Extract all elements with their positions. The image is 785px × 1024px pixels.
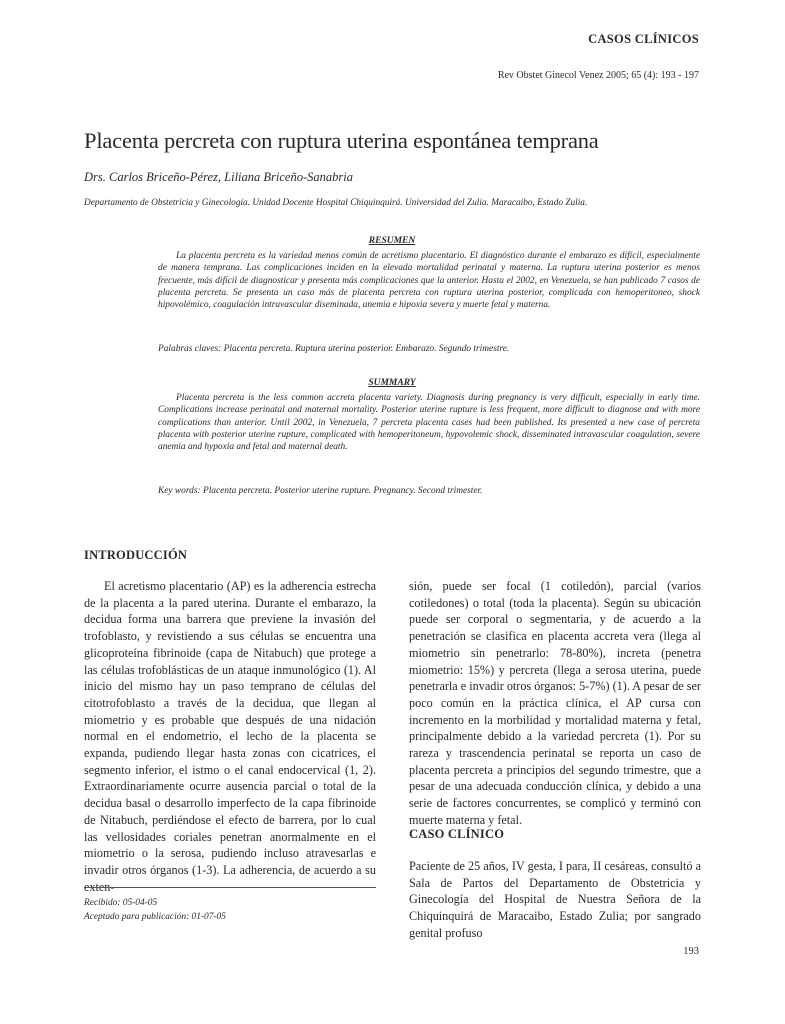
introduction-continuation: sión, puede ser focal (1 cotiledón), parcial (varios cotiledones) o total (toda la placenta). Según su ubicación puede ser corporal o segmentaria, y de acuerdo a la penetración se clasifica en placenta accreta vera (llega al miometrio sin penetrarlo: 78-80%), increta (penetra miometrio: 15%) y percreta (llega a serosa uterina, puede penetrarla e invadir otros órganos: 5-7%) (1). A pesar de ser poco común en la práctica clínica, el AP cursa con incremento en la morbilidad y mortalidad materna y fetal, principalmente debido a la variedad percreta (1). Por su rareza y trascendencia perinatal se reporta un caso de placenta percreta a principios del segundo trimestre, que a pesar de una adecuada conducción clínica, y debido a una serie de factores concurrentes, se complicó y terminó con muerte materna y fetal. [409,579,701,827]
introduction-paragraph: El acretismo placentario (AP) es la adherencia estrecha de la placenta a la pared uterina. Durante el embarazo, la decidua forma una barrera que previene la invasión del trofoblasto, y revistiendo a sus células se encuentra una glicoproteína fibrinoide (capa de Nitabuch) que protege a las células trofoblásticas de un ataque inmunológico (1). Al inicio del mismo hay un paso temprano de células del citotrofoblasto a través de la decidua, que llegan al miometrio y es probable que después de una nidación normal en el endometrio, el lecho de la placenta se expanda, pudiendo llegar hasta zonas con cicatrices, el segmento inferior, el istmo o el canal endocervical (1, 2). Extraordinariamente ocurre ausencia parcial o total de la decidua basal o desarrollo imperfecto de la capa fibrinoide de Nitabuch, perdiéndose el efecto de barrera, por lo cual las vellosidades coriales penetran anormalmente en el miometrio o la serosa, pudiendo incluso atravesarlas e invadir otros órganos (1-3). La adherencia, de acuerdo a su exten- [84,579,376,894]
article-authors: Drs. Carlos Briceño-Pérez, Liliana Briceño-Sanabria [84,170,353,184]
author-affiliation: Departamento de Obstetricia y Ginecología. Unidad Docente Hospital Chiquinquirá. Universidad del Zulia. Maracaibo, Estado Zulia. [84,198,588,208]
resumen-text: La placenta percreta es la variedad menos común de acretismo placentario. El diagnóstico durante el embarazo es difícil, especialmente de manera temprana. Las complicaciones inciden en la elevada mortalidad perinatal y materna. La ruptura uterina posterior es menos frecuente, más difícil de diagnosticar y presenta más complicaciones que la anterior. Hasta el 2002, en Venezuela, se han publicado 7 casos de placenta percreta. Se presenta un caso más de placenta percreta con ruptura uterina posterior, complicada con hemoperitoneo, shock hipovolémico, coagulación intravascular diseminada, anemia e hipoxia severa y muerte fetal y materna. [158,251,700,311]
summary-body [158,392,700,453]
received-date: Recibido: 05-04-05 [84,898,158,908]
publication-dates [84,897,226,924]
case-report-heading: CASO CLÍNICO [409,827,505,841]
journal-citation: Rev Obstet Ginecol Venez 2005; 65 (4): 193 - 197 [497,70,699,81]
article-title: Placenta percreta con ruptura uterina espontánea temprana [84,128,599,153]
introduction-left-column [84,578,376,895]
resumen-keywords: Palabras claves: Placenta percreta. Ruptura uterina posterior. Embarazo. Segundo trimestre. [158,344,510,354]
introduction-heading: INTRODUCCIÓN [84,548,188,562]
resumen-heading: RESUMEN [368,236,416,246]
page-number: 193 [683,946,699,957]
journal-section-label: CASOS CLÍNICOS [588,32,699,46]
accepted-date: Aceptado para publicación: 01-07-05 [84,911,226,922]
footnote-divider [84,887,376,888]
summary-keywords: Key words: Placenta percreta. Posterior uterine rupture. Pregnancy. Second trimester. [158,486,483,496]
resumen-body [158,250,700,311]
summary-heading: SUMMARY [368,378,416,388]
case-report-column [409,858,701,942]
introduction-right-column [409,578,701,829]
summary-text: Placenta percreta is the less common accreta placenta variety. Diagnosis during pregnancy is very difficult, especially in early time. Complications increase perinatal and maternal mortality. Posterior uterine rupture is less frequent, more difficult to diagnose and with more complications than anterior. Until 2002, in Venezuela, 7 percreta placenta cases had been published. Its presented a new case of percreta placenta with posterior uterine rupture, complicated with hemoperitoneum, hypovolemic shock, disseminated intravascular coagulation, severe anemia and hypoxia and fetal and maternal death. [158,393,700,453]
case-report-paragraph: Paciente de 25 años, IV gesta, I para, II cesáreas, consultó a Sala de Partos del Departamento de Obstetricia y Ginecología del Hospital de Nuestra Señora de la Chiquinquirá de Maracaibo, Estado Zulia; por sangrado genital profuso [409,859,701,940]
